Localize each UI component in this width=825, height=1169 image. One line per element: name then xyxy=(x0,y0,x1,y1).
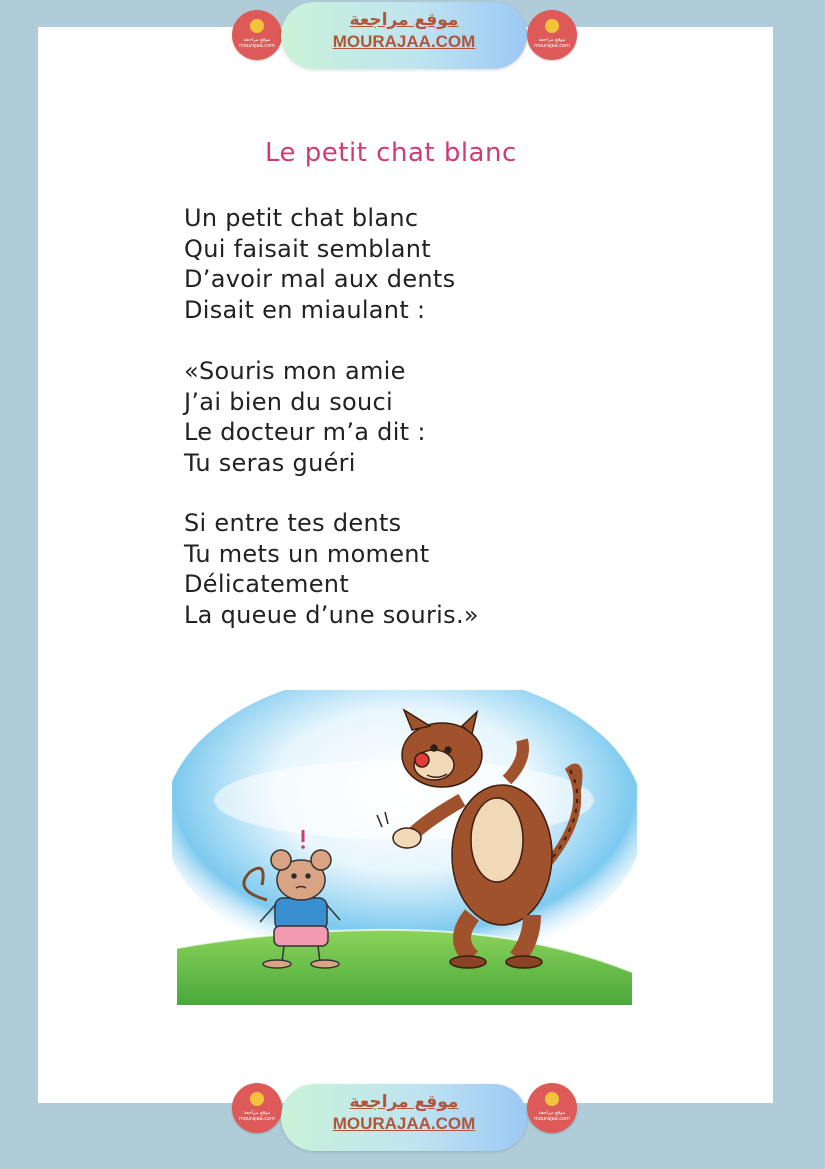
poem-line: Le docteur m’a dit : xyxy=(184,418,426,446)
poem-line: Qui faisait semblant xyxy=(184,234,432,263)
logo-text-url: mourajaa.com xyxy=(533,1116,570,1122)
poem-line: Disait en miaulant : xyxy=(184,295,426,324)
mourajaa-logo-right-bottom xyxy=(527,1083,577,1133)
poem-line: Un petit chat blanc xyxy=(184,204,419,232)
logo-text-url: mourajaa.com xyxy=(533,43,570,49)
logo-dot-icon xyxy=(545,19,559,33)
logo-dot-icon xyxy=(250,19,264,33)
stanza-2 xyxy=(184,356,426,478)
poem-line: Tu seras guéri xyxy=(184,448,356,477)
mourajaa-logo-left-top xyxy=(232,10,282,60)
logo-text-ar: موقع مراجعة xyxy=(243,37,271,43)
logo-text-ar: موقع مراجعة xyxy=(538,37,566,43)
poem-line: Délicatement xyxy=(184,570,350,598)
cat-and-mouse-illustration xyxy=(172,690,637,1005)
footer-banner[interactable] xyxy=(281,1084,527,1151)
footer-banner-arabic[interactable]: موقع مراجعة xyxy=(349,1092,459,1112)
footer-banner-link[interactable]: MOURAJAA.COM xyxy=(332,1114,476,1133)
poem-line: «Souris mon amie xyxy=(184,357,406,385)
poem-title: Le petit chat blanc xyxy=(265,138,517,168)
header-banner-arabic[interactable]: موقع مراجعة xyxy=(349,10,459,30)
mourajaa-logo-left-bottom xyxy=(232,1083,282,1133)
logo-text-ar: موقع مراجعة xyxy=(243,1110,271,1116)
stanza-3 xyxy=(184,508,479,630)
poem-line: La queue d’une souris.» xyxy=(184,600,479,629)
poem-line: Si entre tes dents xyxy=(184,509,402,537)
logo-text-ar: موقع مراجعة xyxy=(538,1110,566,1116)
poem-line: J’ai bien du souci xyxy=(184,387,393,416)
logo-dot-icon xyxy=(250,1092,264,1106)
logo-dot-icon xyxy=(545,1092,559,1106)
poem-line: Tu mets un moment xyxy=(184,539,430,568)
logo-text-url: mourajaa.com xyxy=(238,43,275,49)
stanza-1 xyxy=(184,203,455,325)
header-banner[interactable] xyxy=(281,2,527,69)
mourajaa-logo-right-top xyxy=(527,10,577,60)
poem-line: D’avoir mal aux dents xyxy=(184,265,456,293)
logo-text-url: mourajaa.com xyxy=(238,1116,275,1122)
header-banner-link[interactable]: MOURAJAA.COM xyxy=(332,32,476,51)
